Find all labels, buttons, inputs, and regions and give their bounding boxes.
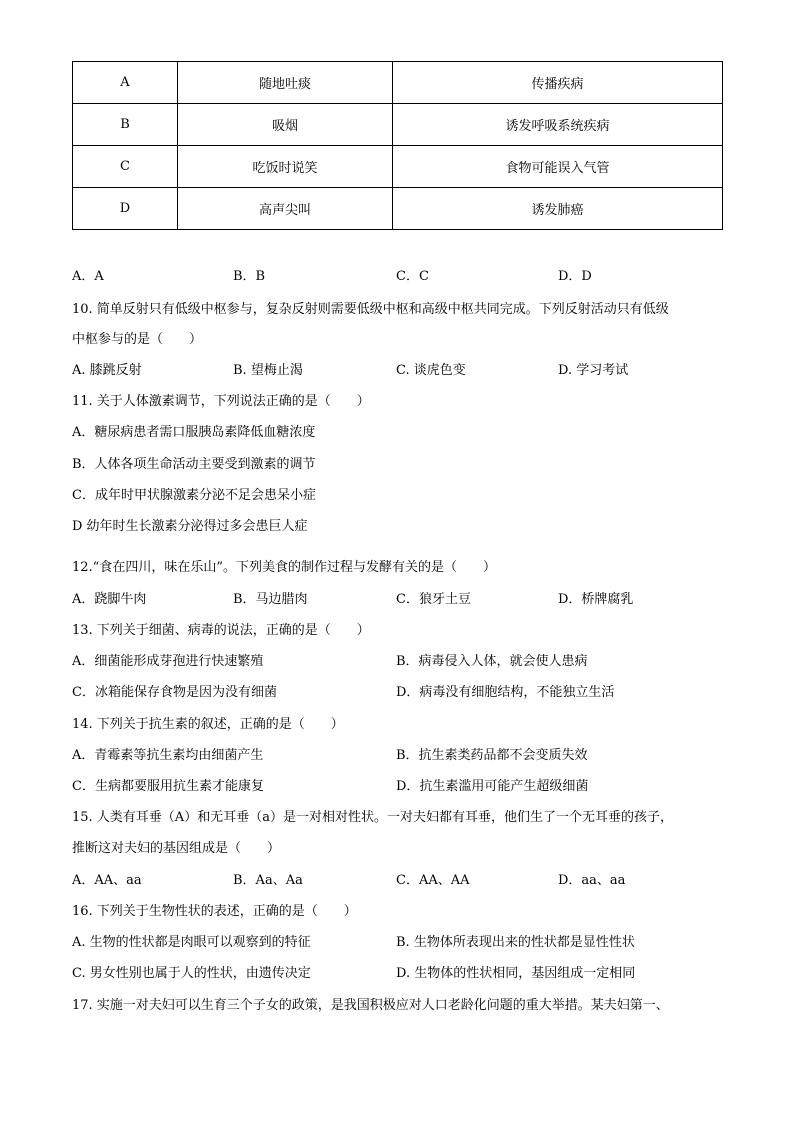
q15-stem-line-1: 15. 人类有耳垂（A）和无耳垂（a）是一对相对性状。一对夫妇都有耳垂，他们生了一个无耳垂的孩子，	[72, 810, 673, 825]
table-cell: 诱发肺癌	[393, 188, 723, 230]
option-b: B．马边腊肉	[233, 592, 308, 607]
option-d: D. 学习考试	[558, 363, 629, 378]
option-b: B．Aa、Aa	[233, 873, 303, 888]
option-d: D．D	[558, 269, 592, 284]
option-a: A．细菌能形成芽孢进行快速繁殖	[72, 654, 264, 669]
option-c: C．生病都要服用抗生素才能康复	[72, 779, 264, 794]
q10-stem-line-1: 10. 简单反射只有低级中枢参与，复杂反射则需要低级中枢和高级中枢共同完成。下列反射活动只有低级	[72, 302, 669, 317]
q10-options	[72, 362, 722, 380]
q17-stem: 17. 实施一对夫妇可以生育三个子女的政策，是我国积极应对人口老龄化问题的重大举措。某夫妇第一、	[72, 998, 669, 1013]
option-d: D．桥牌腐乳	[558, 592, 634, 607]
q13-stem: 13. 下列关于细菌、病毒的说法，正确的是（ ）	[72, 623, 370, 638]
option-b: B. 生物体所表现出来的性状都是显性性状	[396, 935, 635, 950]
table-row	[73, 62, 723, 104]
option-b: B．B	[233, 269, 266, 284]
q10-stem-line-2: 中枢参与的是（ ）	[72, 332, 203, 347]
table-cell: B	[73, 104, 178, 146]
option-d: D. 生物体的性状相同，基因组成一定相同	[396, 966, 636, 981]
option-d: D．抗生素滥用可能产生超级细菌	[396, 779, 589, 794]
option-c: C. 谈虎色变	[396, 363, 466, 378]
q13-options-row-2	[72, 684, 722, 702]
option-d: D．aa、aa	[558, 873, 626, 888]
option-a: A．A	[72, 269, 104, 284]
q16-stem: 16. 下列关于生物性状的表述，正确的是（ ）	[72, 904, 357, 919]
q12-options	[72, 591, 722, 609]
options-table	[72, 61, 723, 230]
q11-option-b: B．人体各项生命活动主要受到激素的调节	[72, 457, 316, 472]
q14-options-row-1	[72, 747, 722, 765]
q13-options-row-1	[72, 653, 722, 671]
table-cell: 吃饭时说笑	[178, 146, 393, 188]
q16-options-row-1	[72, 934, 722, 952]
option-c: C. 男女性别也属于人的性状，由遗传决定	[72, 966, 311, 981]
option-a: A. 膝跳反射	[72, 363, 142, 378]
q14-stem: 14. 下列关于抗生素的叙述，正确的是（ ）	[72, 717, 344, 732]
option-c: C．冰箱能保存食物是因为没有细菌	[72, 685, 277, 700]
table-cell: C	[73, 146, 178, 188]
q9-options	[72, 268, 722, 286]
table-cell: 吸烟	[178, 104, 393, 146]
table-cell: A	[73, 62, 178, 104]
q15-options	[72, 872, 722, 890]
option-b: B．抗生素类药品都不会变质失效	[396, 748, 588, 763]
q16-options-row-2	[72, 965, 722, 983]
table-cell: 随地吐痰	[178, 62, 393, 104]
table-row	[73, 146, 723, 188]
option-b: B．病毒侵入人体，就会使人患病	[396, 654, 588, 669]
table-cell: 诱发呼吸系统疾病	[393, 104, 723, 146]
option-a: A．跷脚牛肉	[72, 592, 147, 607]
option-a: A．青霉素等抗生素均由细菌产生	[72, 748, 264, 763]
table-cell: 高声尖叫	[178, 188, 393, 230]
option-c: C．AA、AA	[396, 873, 470, 888]
option-c: C．狼牙土豆	[396, 592, 471, 607]
q15-stem-line-2: 推断这对夫妇的基因组成是（ ）	[72, 841, 281, 856]
table-cell: 食物可能误入气管	[393, 146, 723, 188]
option-b: B. 望梅止渴	[233, 363, 303, 378]
q11-option-d: D 幼年时生长激素分泌得过多会患巨人症	[72, 519, 308, 534]
option-d: D．病毒没有细胞结构，不能独立生活	[396, 685, 615, 700]
q11-option-c: C．成年时甲状腺激素分泌不足会患呆小症	[72, 488, 316, 503]
q14-options-row-2	[72, 778, 722, 796]
option-a: A．AA、aa	[72, 873, 142, 888]
table-row	[73, 104, 723, 146]
option-a: A. 生物的性状都是肉眼可以观察到的特征	[72, 935, 311, 950]
q11-stem: 11. 关于人体激素调节，下列说法正确的是（ ）	[72, 394, 370, 409]
table-cell: D	[73, 188, 178, 230]
option-c: C．C	[396, 269, 429, 284]
q12-stem: 12.“食在四川，味在乐山”。下列美食的制作过程与发酵有关的是（ ）	[72, 560, 496, 575]
table-cell: 传播疾病	[393, 62, 723, 104]
table-row	[73, 188, 723, 230]
q11-option-a: A．糖尿病患者需口服胰岛素降低血糖浓度	[72, 425, 316, 440]
